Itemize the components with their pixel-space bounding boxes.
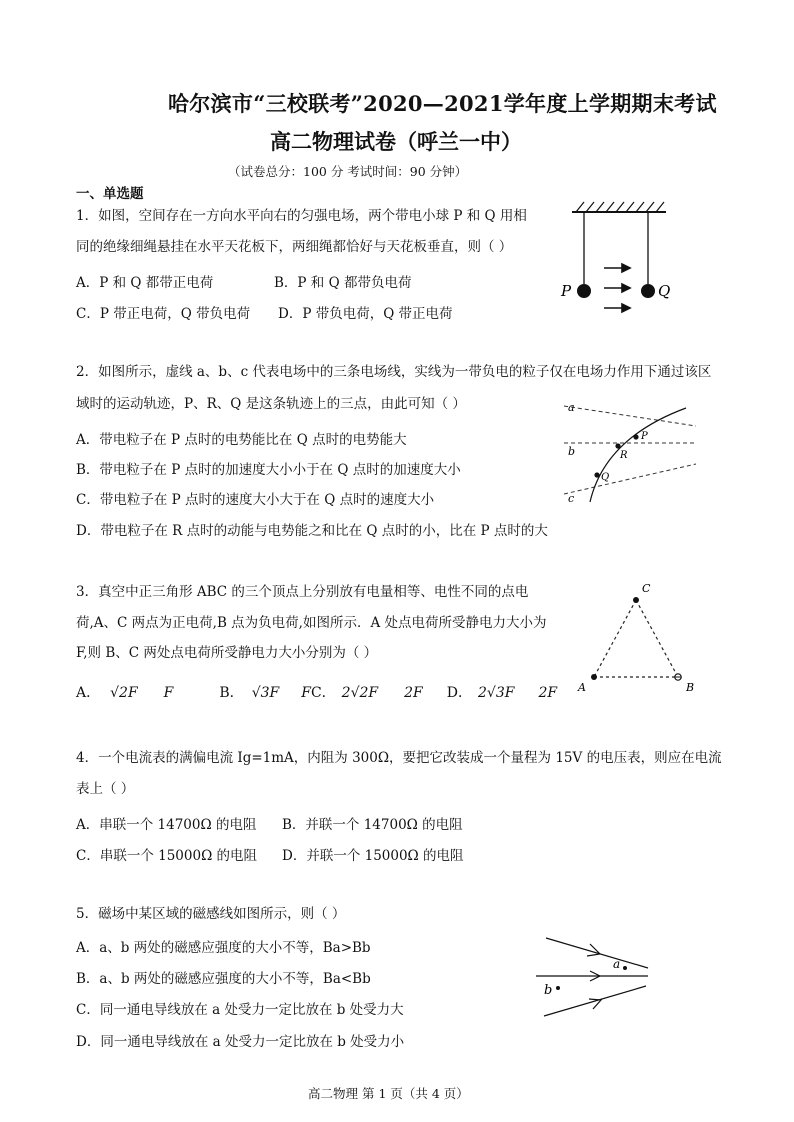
- q1-option-b: B．P 和 Q 都带负电荷: [274, 275, 412, 291]
- q5-option-c: C．同一通电导线放在 a 处受力一定比放在 b 处受力大: [76, 1002, 404, 1018]
- label-c: C: [642, 582, 651, 595]
- label-a: a: [613, 957, 621, 971]
- q3-options: [76, 682, 557, 702]
- q5-figure: [530, 928, 660, 1023]
- q3-option-c-val1: 2√2F: [341, 685, 379, 701]
- exam-info: （试卷总分：100 分 考试时间：90 分钟）: [228, 164, 468, 179]
- label-c: c: [568, 492, 575, 505]
- q3-line1: 3．真空中正三角形 ABC 的三个顶点上分别放有电量相等、电性不同的点电: [76, 584, 529, 600]
- q3-line3: F,则 B、C 两处点电荷所受静电力大小分别为（ ）: [76, 645, 378, 661]
- q2-option-d: D．带电粒子在 R 点时的动能与电势能之和比在 Q 点时的小，比在 P 点时的大: [76, 523, 548, 539]
- label-a: A: [578, 681, 586, 694]
- label-b: b: [544, 983, 553, 998]
- q3-figure: [578, 578, 703, 700]
- label-a: a: [568, 401, 575, 414]
- ball-q: [641, 284, 655, 298]
- q3-option-b-val1: √3F: [251, 685, 280, 701]
- q3-option-b-val2: F: [301, 685, 311, 701]
- q3-option-b-label: B．: [219, 685, 244, 701]
- label-q: Q: [658, 282, 671, 300]
- page-footer: 高二物理 第 1 页（共 4 页）: [308, 1086, 469, 1101]
- label-b: B: [686, 681, 695, 694]
- q2-option-b: B．带电粒子在 P 点时的加速度大小小于在 Q 点时的加速度大小: [76, 462, 461, 478]
- q1-option-c: C．P 带正电荷，Q 带负电荷: [76, 306, 251, 322]
- q1-line2: 同的绝缘细绳悬挂在水平天花板下，两细绳都恰好与天花板垂直，则（ ）: [76, 239, 513, 255]
- q3-line2: 荷,A、C 两点为正电荷,B 点为负电荷,如图所示．A 处点电荷所受静电力大小为: [76, 615, 547, 631]
- q4-option-d: D．并联一个 15000Ω 的电阻: [282, 848, 464, 864]
- q3-option-a-label: A．: [76, 685, 101, 701]
- q3-option-a-val2: F: [163, 685, 174, 701]
- q5-option-a: A．a、b 两处的磁感应强度的大小不等，Ba>Bb: [76, 940, 371, 956]
- q5-option-d: D．同一通电导线放在 a 处受力一定比放在 b 处受力小: [76, 1034, 405, 1050]
- exam-title: 哈尔滨市“三校联考”2020—2021学年度上学期期末考试: [168, 91, 717, 116]
- q3-option-c-val2: 2F: [404, 685, 423, 701]
- q3-option-d-val2: 2F: [538, 685, 558, 701]
- q1-figure: [560, 198, 690, 323]
- q2-figure: [560, 398, 700, 510]
- q1-line1: 1．如图，空间存在一方向水平向右的匀强电场，两个带电小球 P 和 Q 用相: [76, 208, 527, 224]
- label-p: P: [561, 282, 572, 300]
- section-title: 一、单选题: [76, 186, 144, 202]
- q3-option-d-label: D．: [446, 685, 472, 701]
- q1-option-d: D．P 带负电荷，Q 带正电荷: [278, 306, 453, 322]
- q4-option-c: C．串联一个 15000Ω 的电阻: [76, 848, 258, 864]
- q2-line1: 2．如图所示，虚线 a、b、c 代表电场中的三条电场线，实线为一带负电的粒子仅在电场力作用下通过该区: [76, 364, 712, 380]
- q4-line2: 表上（ ）: [76, 781, 135, 797]
- q3-option-d-val1: 2√3F: [477, 685, 515, 701]
- q2-line2: 域时的运动轨迹，P、R、Q 是这条轨迹上的三点，由此可知（ ）: [76, 396, 466, 412]
- exam-subtitle: 高二物理试卷（呼兰一中）: [270, 129, 522, 154]
- q5-option-b: B．a、b 两处的磁感应强度的大小不等，Ba<Bb: [76, 971, 371, 987]
- label-p: P: [641, 431, 648, 442]
- q1-option-a: A．P 和 Q 都带正电荷: [76, 275, 214, 291]
- q4-option-a: A．串联一个 14700Ω 的电阻: [76, 817, 257, 833]
- q5-line1: 5．磁场中某区域的磁感线如图所示，则（ ）: [76, 906, 346, 922]
- q4-option-b: B．并联一个 14700Ω 的电阻: [282, 817, 463, 833]
- q2-option-c: C．带电粒子在 P 点时的速度大小大于在 Q 点时的速度大小: [76, 492, 435, 508]
- label-b: b: [568, 445, 576, 458]
- label-q: Q: [601, 472, 610, 483]
- q2-option-a: A．带电粒子在 P 点时的电势能比在 Q 点时的电势能大: [76, 432, 407, 448]
- ball-p: [577, 284, 591, 298]
- label-r: R: [620, 450, 628, 461]
- q4-line1: 4．一个电流表的满偏电流 Ig=1mA，内阻为 300Ω，要把它改装成一个量程为 15V 的电压表，则应在电流: [76, 750, 722, 766]
- q3-option-a-val1: √2F: [110, 685, 138, 701]
- q3-option-c-label: C．: [310, 685, 336, 701]
